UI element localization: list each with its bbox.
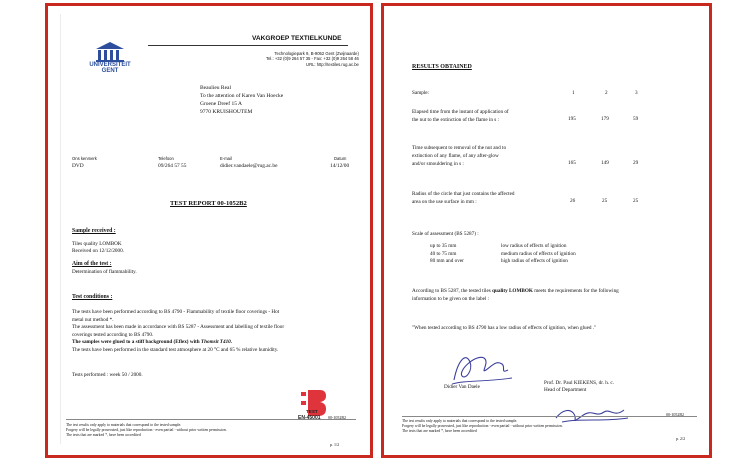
ref-value-phone: 09/264 57 55	[158, 163, 187, 169]
footer-code: 00-1052B2	[666, 412, 684, 417]
results-heading: RESULTS OBTAINED	[412, 64, 472, 70]
footer-code: 00-1052B2	[328, 415, 346, 420]
sample-number-1: 1	[572, 90, 575, 96]
footer-disclaimer: The test results only apply to materials that correspond to the tested sample. Forgery will be legally prosecuted, just like reproduction - even partial - without prior written permission. The tests that are marked *, have been accredited	[66, 423, 227, 437]
sample-label: Sample:	[412, 90, 430, 96]
accreditation-test-label: TEST	[306, 409, 318, 414]
header-rule	[148, 45, 348, 46]
document-page-2	[381, 3, 712, 458]
result-row-label: Radius of the circle that just contains the affected area on the use surface in mm :	[412, 191, 515, 205]
result-row-3-value-1: 26	[570, 198, 576, 204]
signer-2-block: Prof. Dr. Paul KIEKENS, dr. h. c. Head of Department	[544, 380, 615, 393]
result-row-1-value-3: 59	[633, 116, 639, 122]
report-title: TEST REPORT 00-1052B2	[170, 200, 247, 207]
department-name: VAKGROEP TEXTIELKUNDE	[252, 35, 342, 42]
ref-label-ours: Ons kenmerk	[72, 156, 97, 161]
conditions-heading: Test conditions :	[72, 294, 113, 300]
ref-label-email: E-mail	[220, 156, 232, 161]
ref-value-date: 14/12/00	[330, 163, 350, 169]
result-row-1-value-2: 179	[601, 116, 609, 122]
footer-rule	[402, 416, 697, 417]
footer-disclaimer: The test results only apply to materials that correspond to the tested sample. Forgery will be legally prosecuted, just like reproduction - even partial - without prior written permission. The tests that are marked *, have been accredited	[402, 419, 563, 433]
sample-heading: Sample received :	[72, 228, 116, 234]
result-row-2-value-3: 29	[633, 160, 639, 166]
conditions-text: The tests have been performed according to BS 4790 - Flammability of textile floor coverings - Hot metal nut method *. The assessment has been made in accordance with BS 5287 - Assessment and labelling of textile floor coverings tested according to BS 4790. The samples were glued to a stiff background (Eflex) with Thomsit T410. The tests have been performed in the standard test atmosphere at 20 °C and 65 % relative humidity.	[72, 309, 285, 353]
ref-label-date: Datum	[334, 156, 347, 161]
scale-heading: Scale of assessment (BS 5287) :	[412, 231, 479, 237]
ref-label-phone: Telefoon	[158, 156, 174, 161]
university-logo-text: UNIVERSITEIT GENT	[89, 62, 131, 75]
ref-value-email: didier.vandaele@rug.ac.be	[220, 163, 278, 169]
label-quote: "When tested according to BS 4790 has a low radius of effects of ignition, when glued ."	[412, 325, 597, 331]
recipient-address: Beaulieu Real To the attention of Karen Van Hoecke Groene Dreef 15 A 9770 KRUISHOUTEM	[200, 85, 284, 115]
page-number-1: p. 1/2	[330, 442, 340, 447]
tests-performed: Tests performed : week 50 / 2000.	[72, 372, 143, 378]
aim-text: Determination of flammability.	[72, 269, 137, 275]
result-row-2-value-2: 149	[601, 160, 609, 166]
scale-ranges: up to 35 mm 40 to 75 mm 80 mm and over	[430, 243, 464, 265]
department-address: Technologiepark 9, B-9052 Gent (Zwijnaarde) Tel.: +32 (0)9 264 57 35 - Fax: +32 (0)9 264 58 46 URL: http://textiles.rug.ac.be	[266, 51, 359, 67]
scan-edge-line	[60, 14, 61, 444]
page-number-2: p. 2/2	[676, 436, 686, 441]
result-row-2-value-1: 165	[568, 160, 576, 166]
conclusion-text: According to BS 5287, the tested tiles quality LOMBOK meets the requirements for the following information to be given on the label :	[412, 288, 619, 302]
document-page-1	[45, 3, 373, 458]
result-row-3-value-3: 25	[633, 198, 639, 204]
signer-1-name: Didier Van Daele	[444, 384, 480, 390]
scale-descriptions: low radius of effects of ignition medium radius of effects of ignition high radius of effects of ignition	[501, 243, 576, 265]
signature-kiekens-icon	[552, 388, 632, 433]
result-row-label: Time subsequent to removal of the nut and to extinction of any flame, of any after-glow and/or smouldering in s :	[412, 145, 507, 167]
aim-heading: Aim of the test :	[72, 261, 112, 267]
ref-value-ours: DVD	[72, 163, 84, 169]
result-row-1-value-1: 195	[568, 116, 576, 122]
sample-number-3: 3	[635, 90, 638, 96]
result-row-3-value-2: 25	[602, 198, 608, 204]
sample-number-2: 2	[605, 90, 608, 96]
sample-details: Tiles quality LOMBOK Received on 12/12/2000.	[72, 241, 125, 254]
accreditation-number: EN-45001	[298, 415, 321, 421]
result-row-label: Elapsed time from the instant of application of the nut to the extinction of the flame in s :	[412, 109, 509, 123]
